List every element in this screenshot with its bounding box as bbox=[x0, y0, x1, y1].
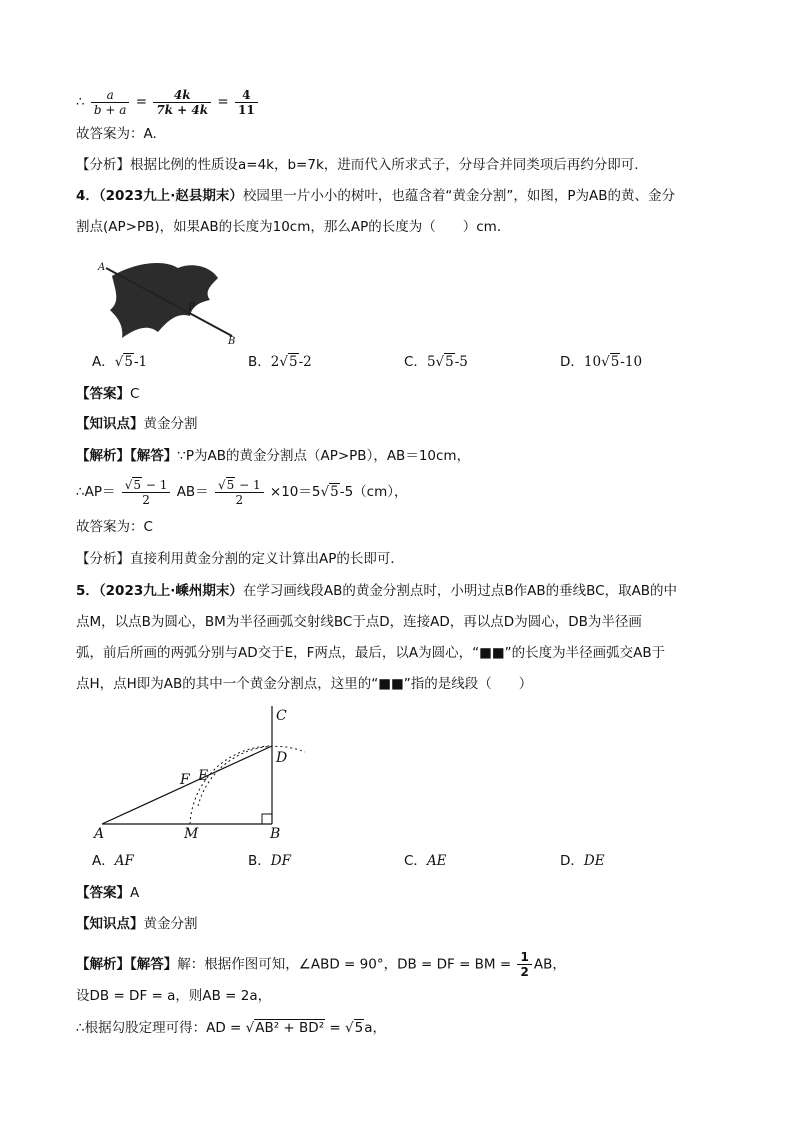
option-value: DF bbox=[270, 853, 291, 869]
option-label: C． bbox=[404, 354, 427, 370]
kp-value: 黄金分割 bbox=[143, 916, 198, 932]
pyth-pre: ∴根据勾股定理可得：AD = bbox=[76, 1020, 246, 1036]
q5-source: （2023九上·嵊州期末） bbox=[98, 583, 243, 599]
leaf-label-b: B bbox=[228, 336, 236, 346]
kp-tag: 【知识点】 bbox=[76, 416, 144, 432]
q4-stem-line2: 割点(AP>PB)，如果AB的长度为10cm，那么AP的长度为（ ）cm． bbox=[76, 219, 511, 235]
calc-mid: AB＝ bbox=[176, 484, 209, 500]
pyth-post: a， bbox=[364, 1020, 386, 1036]
num-post: − 1 bbox=[235, 478, 261, 492]
q5-pythagoras: ∴根据勾股定理可得：AD = √AB² + BD² = √5a， bbox=[76, 1020, 386, 1036]
radicand: 5 bbox=[226, 478, 235, 492]
right-angle-mark bbox=[262, 814, 272, 824]
golden-ratio-fraction-2 bbox=[215, 478, 264, 507]
q5-stem-line2: 点M，以点B为圆心，BM为半径画弧交射线BC于点D，连接AD，再以点D为圆心，DB为半径画 bbox=[76, 614, 642, 630]
q4-knowledge-point bbox=[76, 414, 198, 434]
option-radicand: 5 bbox=[288, 354, 298, 370]
therefore-symbol: ∴ bbox=[76, 94, 85, 110]
q5-set-line: 设DB = DF = a，则AB = 2a， bbox=[76, 988, 272, 1004]
label-m: M bbox=[184, 826, 199, 840]
label-e: E bbox=[198, 768, 209, 784]
one-half-fraction bbox=[517, 950, 531, 979]
pyth-mid: = bbox=[325, 1020, 346, 1036]
frac-den: 2 bbox=[235, 493, 244, 507]
option-label: B． bbox=[248, 853, 271, 869]
q4-option-c[interactable]: C．5√5-5 bbox=[404, 354, 468, 370]
option-post: -5 bbox=[454, 354, 468, 370]
intro-answer: 故答案为：A. bbox=[76, 126, 157, 142]
frac-num: a bbox=[91, 88, 130, 103]
solution-tag: 【解析】【解答】 bbox=[76, 448, 178, 464]
solution-text: ∵P为AB的黄金分割点（AP>PB），AB＝10cm， bbox=[177, 448, 471, 464]
equals: = bbox=[135, 94, 148, 110]
option-radicand: 5 bbox=[124, 354, 133, 370]
option-label: D． bbox=[560, 354, 584, 370]
fraction-4k bbox=[153, 88, 211, 117]
option-pre: 2 bbox=[270, 354, 280, 370]
option-post: -10 bbox=[620, 354, 643, 370]
q5-option-c[interactable] bbox=[404, 851, 447, 871]
answer-value: A bbox=[130, 885, 140, 901]
q4-calc: ∴AP＝ $\frac{√5 - 1}{2}$ AB＝ $\frac{√5 - 1}{2}$ ×10＝5√5-5（cm）， bbox=[76, 478, 408, 507]
golden-ratio-fraction bbox=[122, 478, 171, 507]
label-f: F bbox=[180, 772, 190, 788]
leaf-figure bbox=[92, 258, 242, 346]
leaf-shape bbox=[110, 263, 218, 338]
q5-stem-line4: 点H，点H即为AB的其中一个黄金分割点，这里的“■■”指的是线段（ ） bbox=[76, 676, 533, 692]
frac-num: 4k bbox=[153, 88, 211, 103]
option-label: A． bbox=[92, 354, 115, 370]
label-c: C bbox=[276, 708, 287, 724]
num-post: − 1 bbox=[142, 478, 168, 492]
option-pre: 5 bbox=[426, 354, 436, 370]
option-post: -2 bbox=[298, 354, 312, 370]
solution-after: AB， bbox=[533, 956, 566, 973]
q5-option-b[interactable] bbox=[248, 851, 291, 871]
fraction-4-11 bbox=[235, 88, 258, 117]
pyth-radicand: AB² + BD² bbox=[255, 1020, 325, 1036]
leaf-label-p: P bbox=[188, 302, 195, 313]
option-value: AF bbox=[114, 853, 134, 869]
q5-stem-line1 bbox=[76, 581, 677, 601]
q4-analysis: 【分析】直接利用黄金分割的定义计算出AP的长即可． bbox=[76, 551, 404, 567]
frac-num: √5 − 1 bbox=[122, 478, 171, 493]
intro-analysis: 【分析】根据比例的性质设a=4k，b=7k，进而代入所求式子，分母合并同类项后再约分即可. bbox=[76, 157, 639, 173]
leaf-label-a: A bbox=[98, 262, 106, 273]
calc-mid2: ×10＝5 bbox=[269, 484, 321, 500]
frac-den: 11 bbox=[237, 103, 255, 117]
frac-den: 2 bbox=[520, 965, 529, 979]
answer-value: C bbox=[130, 386, 140, 402]
radicand: 5 bbox=[330, 484, 339, 500]
option-label: C． bbox=[404, 853, 427, 869]
frac-num: √5 − 1 bbox=[215, 478, 264, 493]
kp-value: 黄金分割 bbox=[143, 416, 198, 432]
option-pre: 10 bbox=[583, 354, 602, 370]
equals: = bbox=[217, 94, 229, 110]
q5-knowledge-point bbox=[76, 914, 198, 934]
q4-solution bbox=[76, 446, 470, 466]
q5-text1: 在学习画线段AB的黄金分割点时，小明过点B作AB的垂线BC，取AB的中 bbox=[242, 583, 678, 599]
q4-option-a[interactable]: A．√5-1 bbox=[92, 354, 148, 370]
q4-answer bbox=[76, 384, 139, 404]
frac-num: 1 bbox=[517, 950, 531, 965]
golden-section-construction-figure bbox=[90, 700, 320, 840]
q5-solution bbox=[76, 950, 566, 979]
option-label: A． bbox=[92, 853, 115, 869]
q5-number: 5． bbox=[76, 583, 99, 599]
frac-num: 4 bbox=[235, 88, 258, 103]
q4-text1: 校园里一片小小的树叶，也蕴含着“黄金分割”，如图，P为AB的黄、金分 bbox=[242, 188, 675, 204]
q4-conclusion: 故答案为：C bbox=[76, 519, 153, 535]
ratio-equation bbox=[76, 88, 260, 117]
frac-den: 2 bbox=[142, 493, 150, 507]
q5-option-a[interactable] bbox=[92, 851, 134, 871]
label-a: A bbox=[94, 826, 105, 840]
frac-den: 7k + 4k bbox=[156, 103, 209, 117]
label-b: B bbox=[270, 826, 281, 840]
solution-tag: 【解析】【解答】 bbox=[76, 956, 178, 973]
q4-option-d[interactable]: D．10√5-10 bbox=[560, 354, 643, 370]
pyth-radicand-2: 5 bbox=[354, 1020, 364, 1036]
solution-text: 解：根据作图可知，∠ABD = 90°，DB = DF = BM = bbox=[177, 956, 516, 973]
fraction-a-over-b-plus-a bbox=[91, 88, 130, 117]
option-label: D． bbox=[560, 853, 584, 869]
option-radicand: 5 bbox=[610, 354, 620, 370]
calc-pre: ∴AP＝ bbox=[76, 484, 116, 500]
q4-stem-line1 bbox=[76, 186, 675, 206]
q5-option-d[interactable] bbox=[560, 851, 605, 871]
q5-answer bbox=[76, 883, 139, 903]
option-value: DE bbox=[583, 853, 605, 869]
answer-tag: 【答案】 bbox=[76, 386, 130, 402]
q5-stem-line3: 弧，前后所画的两弧分别与AD交于E，F两点，最后，以A为圆心，“■■”的长度为半径画弧交AB于 bbox=[76, 645, 666, 661]
option-radicand: 5 bbox=[445, 354, 454, 370]
label-d: D bbox=[276, 750, 288, 766]
answer-tag: 【答案】 bbox=[76, 885, 130, 901]
arc-from-b bbox=[190, 746, 272, 824]
calc-post: -5（cm）， bbox=[339, 484, 408, 500]
frac-den: b + a bbox=[93, 103, 127, 117]
option-value: AE bbox=[426, 853, 447, 869]
q4-source: （2023九上·赵县期末） bbox=[98, 188, 243, 204]
option-post: -1 bbox=[133, 354, 148, 370]
kp-tag: 【知识点】 bbox=[76, 916, 144, 932]
q4-option-b[interactable]: B．2√5-2 bbox=[248, 354, 312, 370]
q4-number: 4． bbox=[76, 188, 99, 204]
option-label: B． bbox=[248, 354, 271, 370]
radicand: 5 bbox=[133, 478, 142, 492]
